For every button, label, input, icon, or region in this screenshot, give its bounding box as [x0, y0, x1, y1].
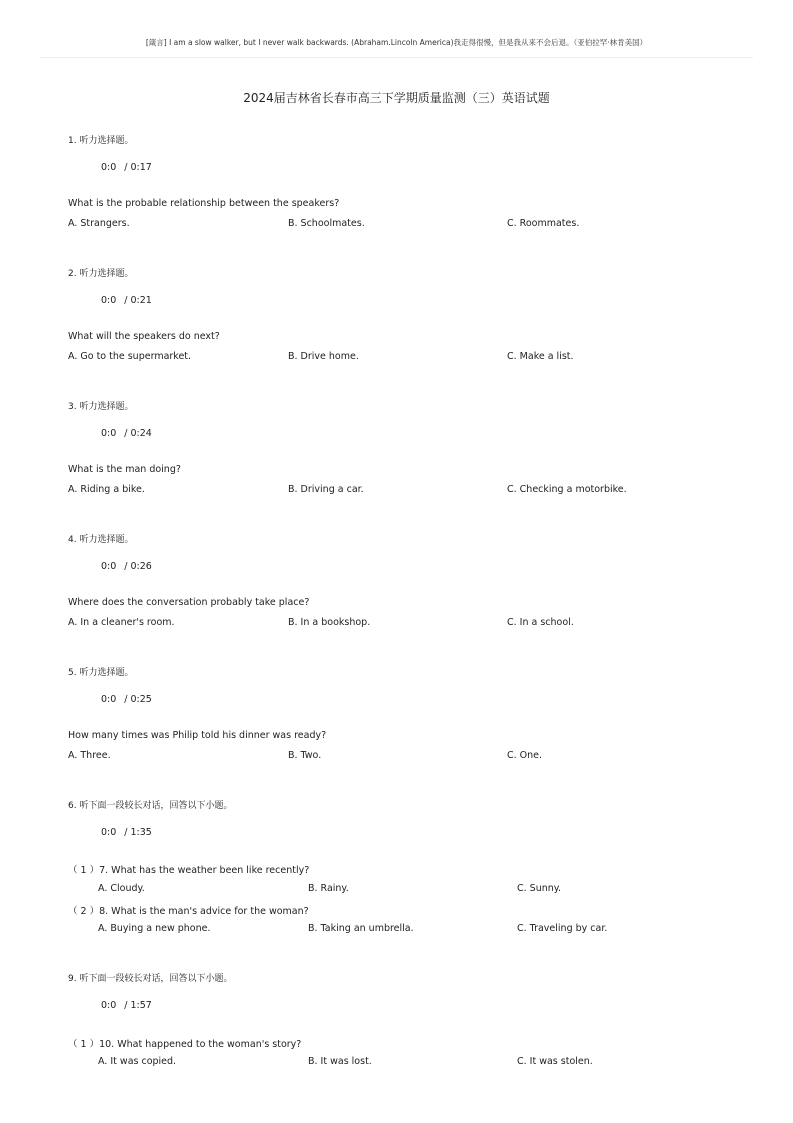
audio-current-time: 0:0: [101, 827, 117, 838]
audio-total-time: / 0:17: [124, 162, 152, 173]
audio-total-time: / 0:25: [124, 694, 152, 705]
audio-total-time: / 1:35: [124, 827, 152, 838]
subquestion-number: （ 2 ）: [68, 906, 100, 917]
question-4-text: Where does the conversation probably take place?: [68, 597, 310, 608]
question-8-option-b[interactable]: B. Taking an umbrella.: [308, 923, 414, 934]
question-2-option-b[interactable]: B. Drive home.: [288, 351, 359, 362]
question-3-option-b[interactable]: B. Driving a car.: [288, 484, 364, 495]
question-2-option-a[interactable]: A. Go to the supermarket.: [68, 351, 192, 362]
question-5-heading: 5. 听力选择题。: [68, 668, 134, 678]
question-5-option-c[interactable]: C. One.: [507, 750, 543, 761]
audio-current-time: 0:0: [101, 295, 117, 306]
audio-player-4[interactable]: [101, 561, 152, 572]
audio-total-time: / 1:57: [124, 1000, 152, 1011]
question-6-heading: 6. 听下面一段较长对话，回答以下小题。: [68, 801, 233, 811]
subquestion-text: 10. What happened to the woman's story?: [99, 1039, 302, 1050]
question-2-text: What will the speakers do next?: [68, 331, 220, 342]
subquestion-7: [68, 862, 309, 876]
question-10-option-a[interactable]: A. It was copied.: [98, 1056, 177, 1067]
audio-current-time: 0:0: [101, 162, 117, 173]
question-7-option-c[interactable]: C. Sunny.: [517, 883, 562, 894]
audio-player-2[interactable]: [101, 295, 152, 306]
question-3-text: What is the man doing?: [68, 464, 181, 475]
question-8-option-a[interactable]: A. Buying a new phone.: [98, 923, 211, 934]
header-motto: [箴言] I am a slow walker, but I never walk backwards. (Abraham.Lincoln America)我走得很慢，但是我从来不会后退。（亚伯拉罕·林肯美国）: [145, 38, 648, 47]
audio-total-time: / 0:24: [124, 428, 152, 439]
question-5-option-b[interactable]: B. Two.: [288, 750, 322, 761]
audio-player-3[interactable]: [101, 428, 152, 439]
subquestion-number: （ 1 ）: [68, 1039, 100, 1050]
question-1-text: What is the probable relationship between the speakers?: [68, 198, 340, 209]
question-1-option-a[interactable]: A. Strangers.: [68, 218, 130, 229]
question-4-option-b[interactable]: B. In a bookshop.: [288, 617, 371, 628]
subquestion-number: （ 1 ）: [68, 865, 100, 876]
audio-player-5[interactable]: [101, 694, 152, 705]
question-8-option-c[interactable]: C. Traveling by car.: [517, 923, 608, 934]
question-7-option-a[interactable]: A. Cloudy.: [98, 883, 145, 894]
question-1-option-c[interactable]: C. Roommates.: [507, 218, 580, 229]
audio-total-time: / 0:26: [124, 561, 152, 572]
question-5-option-a[interactable]: A. Three.: [68, 750, 111, 761]
audio-player-6[interactable]: [101, 827, 152, 838]
question-2-heading: 2. 听力选择题。: [68, 269, 134, 279]
question-4-option-c[interactable]: C. In a school.: [507, 617, 574, 628]
question-4-heading: 4. 听力选择题。: [68, 535, 134, 545]
question-1-heading: 1. 听力选择题。: [68, 136, 134, 146]
page-title: 2024届吉林省长春市高三下学期质量监测（三）英语试题: [243, 91, 550, 105]
question-9-heading: 9. 听下面一段较长对话，回答以下小题。: [68, 974, 233, 984]
subquestion-text: 8. What is the man's advice for the woman?: [99, 906, 309, 917]
audio-current-time: 0:0: [101, 561, 117, 572]
subquestion-text: 7. What has the weather been like recently?: [99, 865, 310, 876]
audio-total-time: / 0:21: [124, 295, 152, 306]
question-3-option-c[interactable]: C. Checking a motorbike.: [507, 484, 627, 495]
audio-current-time: 0:0: [101, 428, 117, 439]
subquestion-10: [68, 1036, 301, 1050]
audio-player-9[interactable]: [101, 1000, 152, 1011]
question-7-option-b[interactable]: B. Rainy.: [308, 883, 349, 894]
audio-current-time: 0:0: [101, 694, 117, 705]
audio-player-1[interactable]: [101, 162, 152, 173]
subquestion-8: [68, 903, 309, 917]
audio-current-time: 0:0: [101, 1000, 117, 1011]
question-1-option-b[interactable]: B. Schoolmates.: [288, 218, 365, 229]
question-2-option-c[interactable]: C. Make a list.: [507, 351, 574, 362]
question-10-option-b[interactable]: B. It was lost.: [308, 1056, 372, 1067]
question-5-text: How many times was Philip told his dinner was ready?: [68, 730, 327, 741]
question-10-option-c[interactable]: C. It was stolen.: [517, 1056, 593, 1067]
question-3-heading: 3. 听力选择题。: [68, 402, 134, 412]
question-4-option-a[interactable]: A. In a cleaner's room.: [68, 617, 175, 628]
header-divider: [40, 57, 753, 58]
question-3-option-a[interactable]: A. Riding a bike.: [68, 484, 145, 495]
